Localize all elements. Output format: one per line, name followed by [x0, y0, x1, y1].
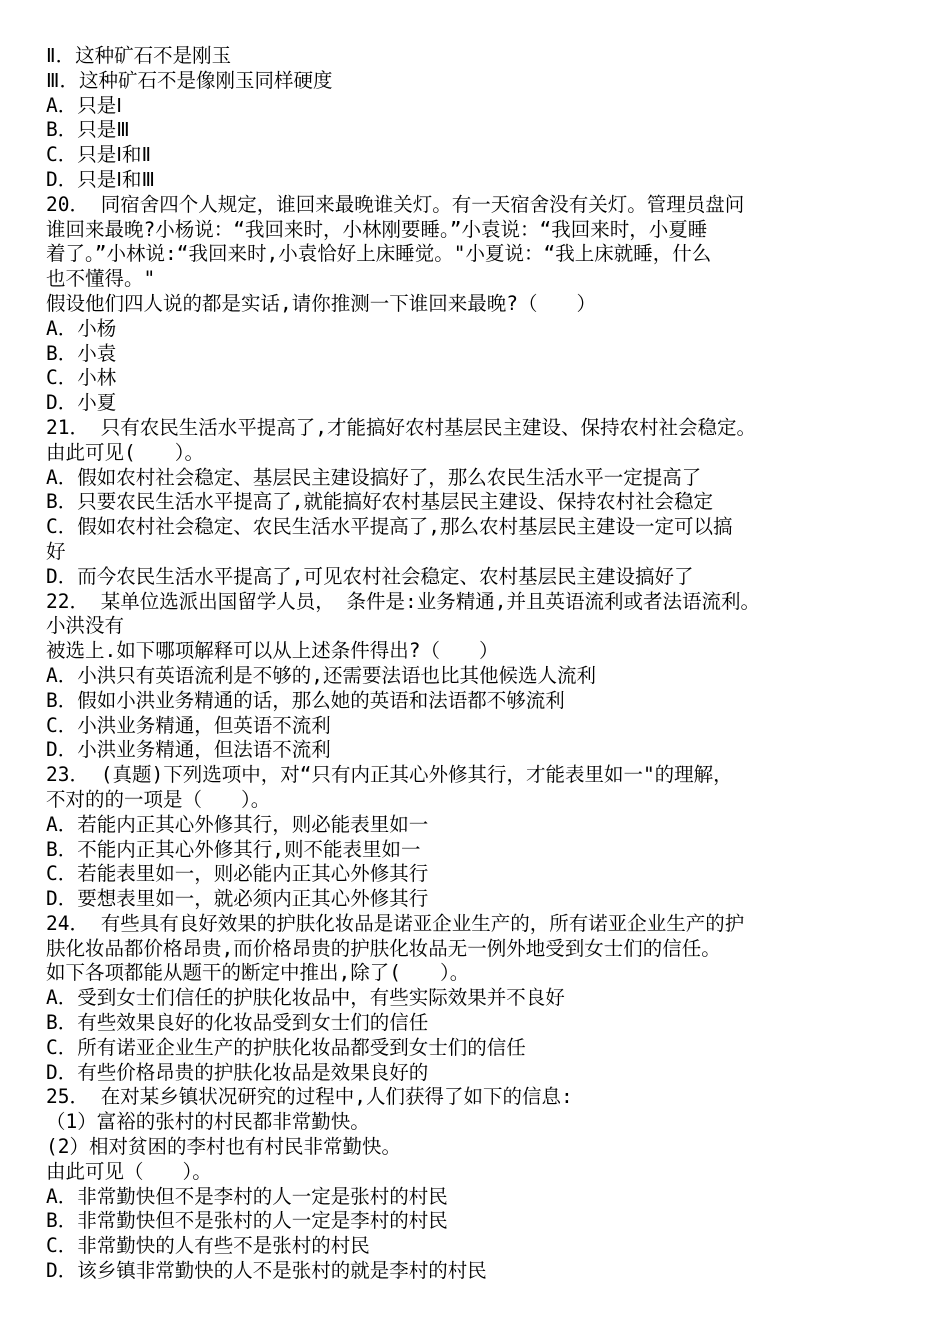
option-line: C．所有诺亚企业生产的护肤化妆品都受到女士们的信任: [46, 1035, 526, 1059]
option-line: B．假如小洪业务精通的话，那么她的英语和法语都不够流利: [46, 688, 565, 712]
question-24-line: 24． 有些具有良好效果的护肤化妆品是诺亚企业生产的，所有诺亚企业生产的护: [46, 911, 745, 935]
option-line: D．小夏: [46, 391, 117, 415]
option-line: C．若能表里如一，则必能内正其心外修其行: [46, 862, 429, 886]
option-line: A．若能内正其心外修其行，则必能表里如一: [46, 812, 429, 836]
option-line: A．小杨: [46, 316, 117, 340]
option-line: B．不能内正其心外修其行,则不能表里如一: [46, 837, 421, 861]
question-21-line: 由此可见( ）。: [46, 440, 204, 464]
question-24-line: 如下各项都能从题干的断定中推出,除了( ）。: [46, 961, 470, 985]
question-22-line: 小洪没有: [46, 614, 125, 638]
option-line: B．只要农民生活水平提高了,就能搞好农村基层民主建设、保持农村社会稳定: [46, 490, 713, 514]
option-line: C．小洪业务精通，但英语不流利: [46, 713, 331, 737]
question-20-line: 假设他们四人说的都是实话,请你推测一下谁回来最晚?（ ）: [46, 291, 596, 315]
option-line: A．非常勤快但不是李村的人一定是张村的村民: [46, 1184, 448, 1208]
question-22-line: 22． 某单位选派出国留学人员， 条件是:业务精通,并且英语流利或者法语流利。: [46, 589, 760, 613]
text-line: Ⅱ．这种矿石不是刚玉: [46, 44, 232, 67]
option-line: A．只是Ⅰ: [46, 93, 122, 117]
option-line: D．小洪业务精通，但法语不流利: [46, 738, 331, 762]
option-line: C．假如农村社会稳定、农民生活水平提高了,那么农村基层民主建设一定可以搞: [46, 515, 733, 539]
document-page: [46, 44, 926, 1284]
option-line: A．假如农村社会稳定、基层民主建设搞好了，那么农民生活水平一定提高了: [46, 465, 702, 489]
option-line: D．要想表里如一，就必须内正其心外修其行: [46, 887, 429, 911]
question-21-line: 21． 只有农民生活水平提高了,才能搞好农村基层民主建设、保持农村社会稳定。: [46, 415, 756, 439]
option-line: D．只是Ⅰ和Ⅲ: [46, 167, 155, 191]
question-20-line: 谁回来最晚?小杨说：“我回来时，小林刚要睡。”小袁说：“我回来时，小夏睡: [46, 217, 708, 241]
option-line: B．只是Ⅲ: [46, 118, 130, 142]
question-20-line: 也不懂得。": [46, 267, 156, 291]
question-25-line: (2）相对贫困的李村也有村民非常勤快。: [46, 1135, 401, 1159]
option-line: A．受到女士们信任的护肤化妆品中，有些实际效果并不良好: [46, 986, 565, 1010]
option-line: C．只是Ⅰ和Ⅱ: [46, 143, 152, 167]
option-line: D．而今农民生活水平提高了,可见农村社会稳定、农村基层民主建设搞好了: [46, 564, 694, 588]
question-23-line: 不对的的一项是（ ）。: [46, 787, 271, 811]
option-line: 好: [46, 539, 66, 563]
question-20-line: 20． 同宿舍四个人规定，谁回来最晚谁关灯。有一天宿舍没有关灯。管理员盘问: [46, 192, 745, 216]
question-23-line: 23． (真题)下列选项中，对“只有内正其心外修其行，才能表里如一"的理解，: [46, 763, 733, 787]
question-24-line: 肤化妆品都价格昂贵,而价格昂贵的护肤化妆品无一例外地受到女士们的信任。: [46, 936, 721, 960]
question-22-line: 被选上.如下哪项解释可以从上述条件得出?（ ）: [46, 639, 499, 663]
option-line: B．小袁: [46, 341, 117, 365]
option-line: B．有些效果良好的化妆品受到女士们的信任: [46, 1011, 429, 1035]
question-25-line: （1）富裕的张村的村民都非常勤快。: [46, 1110, 370, 1134]
option-line: C．小林: [46, 366, 117, 390]
option-line: B．非常勤快但不是张村的人一定是李村的村民: [46, 1209, 448, 1233]
text-line: Ⅲ．这种矿石不是像刚玉同样硬度: [46, 68, 333, 92]
question-25-line: 由此可见（ ）。: [46, 1159, 212, 1183]
option-line: D．有些价格昂贵的护肤化妆品是效果良好的: [46, 1060, 429, 1084]
option-line: D．该乡镇非常勤快的人不是张村的就是李村的村民: [46, 1259, 487, 1283]
option-line: C．非常勤快的人有些不是张村的村民: [46, 1234, 370, 1258]
question-20-line: 着了。”小林说:“我回来时,小袁恰好上床睡觉。"小夏说：“我上床就睡，什么: [46, 242, 712, 266]
option-line: A．小洪只有英语流利是不够的,还需要法语也比其他候选人流利: [46, 663, 596, 687]
question-25-line: 25． 在对某乡镇状况研究的过程中,人们获得了如下的信息:: [46, 1085, 573, 1109]
